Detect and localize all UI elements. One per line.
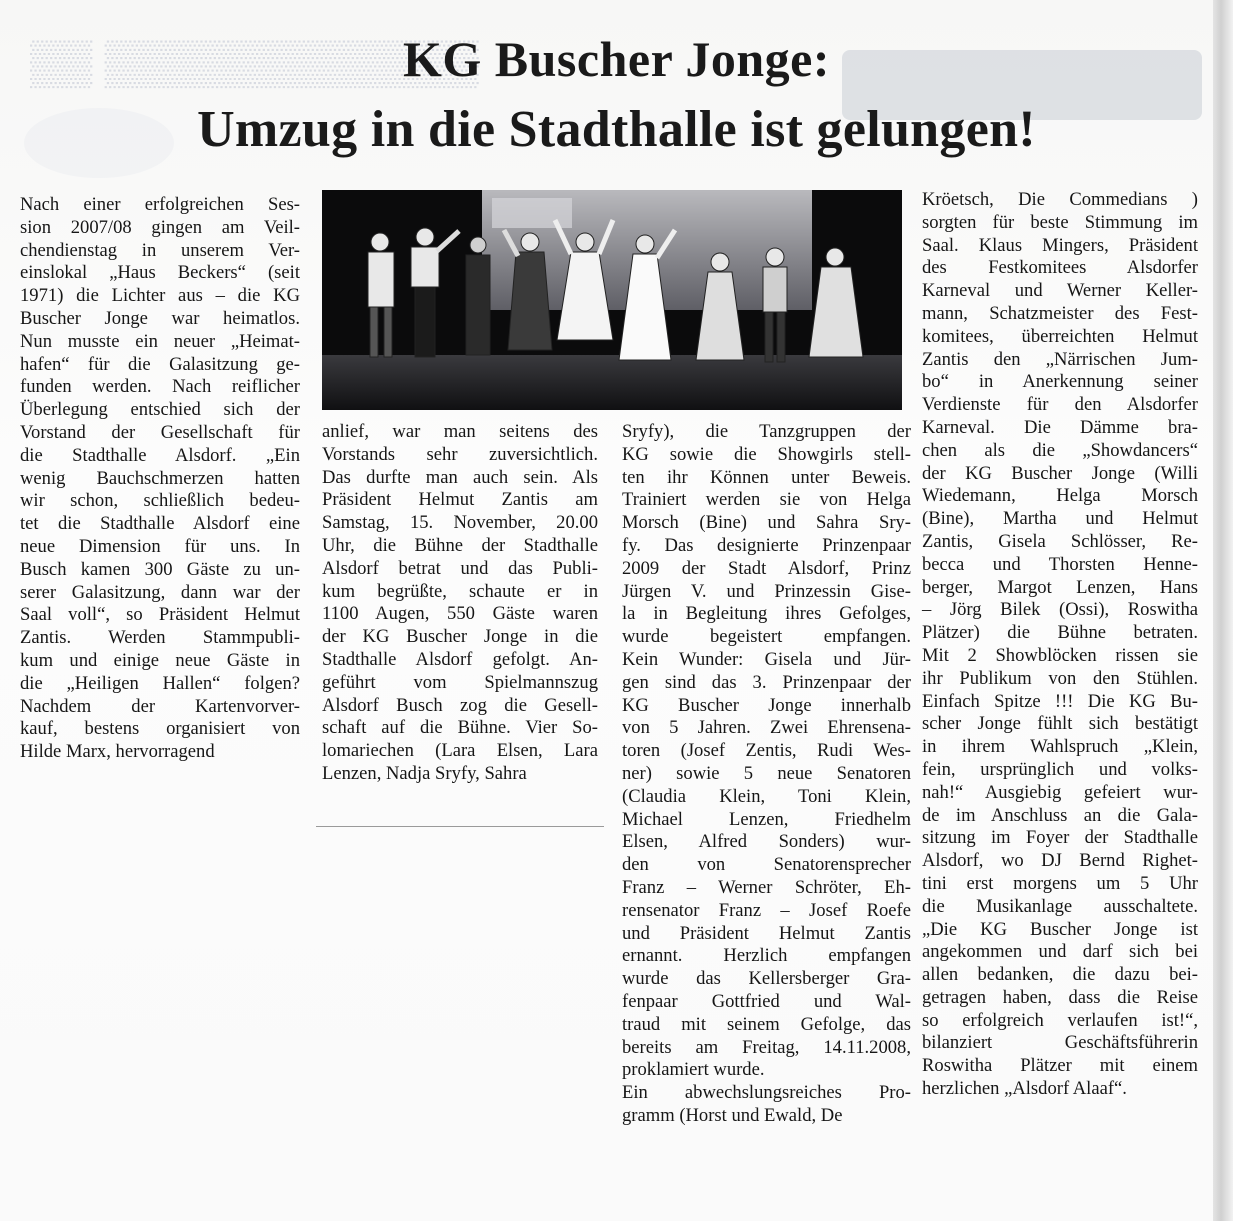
text-line: Karneval und Werner Keller- — [922, 280, 1198, 302]
text-line: lomariechen (Lara Elsen, Lara — [322, 740, 598, 762]
text-line: toren (Josef Zentis, Rudi Wes- — [622, 740, 911, 762]
text-line: bilanziert Geschäftsführerin — [922, 1032, 1198, 1054]
text-line: Buscher Jonge war heimatlos. — [20, 307, 300, 329]
article-column-3 — [622, 421, 911, 1128]
text-line: und Präsident Helmut Zantis — [622, 922, 911, 944]
text-line: Trainiert werden sie von Helga — [622, 489, 911, 511]
text-line: Kröetsch, Die Commedians ) — [922, 189, 1198, 210]
text-line: den von Senatorensprecher — [622, 854, 911, 876]
text-line: bereits am Freitag, 14.11.2008, — [622, 1036, 911, 1058]
text-line: geführt vom Spielmannszug — [322, 671, 598, 693]
text-line: Saal. Klaus Mingers, Präsident — [922, 234, 1198, 256]
text-line: ihr Publikum von den Stühlen. — [922, 667, 1198, 689]
text-line: tini erst morgens um 5 Uhr — [922, 872, 1198, 894]
text-line: wurde begeistert empfangen. — [622, 626, 911, 648]
text-line: der KG Buscher Jonge in die — [322, 626, 598, 648]
text-line: Plätzer) die Bühne betraten. — [922, 622, 1198, 644]
text-line: berger, Margot Lenzen, Hans — [922, 576, 1198, 598]
text-line: wir schon, schließlich bedeu- — [20, 490, 300, 512]
text-line: Elsen, Alfred Sonders) wur- — [622, 831, 911, 853]
text-line: Zantis, Gisela Schlösser, Re- — [922, 530, 1198, 552]
text-line: kauf, bestens organisiert von — [20, 718, 300, 740]
text-line: Roswitha Plätzer mit einem — [922, 1055, 1198, 1077]
text-line: nah!“ Ausgiebig gefeiert wur- — [922, 781, 1198, 803]
text-line: herzlichen „Alsdorf Alaaf“. — [922, 1078, 1127, 1100]
text-line: ner) sowie 5 neue Senatoren — [622, 762, 911, 784]
text-line: la in Begleitung ihres Gefolges, — [622, 603, 911, 625]
text-line: Wiedemann, Helga Morsch — [922, 485, 1198, 507]
text-line: einslokal „Haus Beckers“ (seit — [20, 262, 300, 284]
text-line: rensenator Franz – Josef Roefe — [622, 899, 911, 921]
text-line: Michael Lenzen, Friedhelm — [622, 808, 911, 830]
headline-line-1: KG Buscher Jonge: — [402, 31, 831, 87]
text-line: Lenzen, Nadja Sryfy, Sahra — [322, 762, 527, 784]
text-line: Morsch (Bine) und Sahra Sry- — [622, 512, 911, 534]
text-line: Stadthalle Alsdorf gefolgt. An- — [322, 648, 598, 670]
text-line: sorgten für beste Stimmung im — [922, 211, 1198, 233]
text-line: Nach einer erfolgreichen Ses- — [20, 194, 300, 215]
text-line: Uhr, die Bühne der Stadthalle — [322, 534, 598, 556]
text-line: Zantis. Werden Stammpubli- — [20, 627, 300, 649]
text-line: Alsdorf, wo DJ Bernd Righet- — [922, 850, 1198, 872]
text-line: so erfolgreich verlaufen ist!“, — [922, 1009, 1198, 1031]
text-line: de im Anschluss an die Gala- — [922, 804, 1198, 826]
text-line: des Festkomitees Alsdorfer — [922, 257, 1198, 279]
text-line: Zantis den „Närrischen Jum- — [922, 348, 1198, 370]
text-line: fy. Das designierte Prinzenpaar — [622, 534, 911, 556]
text-line: Einfach Spitze !!! Die KG Bu- — [922, 690, 1198, 712]
text-line: scher Jonge fühlt sich bestätigt — [922, 713, 1198, 735]
text-line: Hilde Marx, hervorragend — [20, 741, 215, 763]
text-line: kum und einige neue Gäste in — [20, 649, 300, 671]
text-line: tet die Stadthalle Alsdorf eine — [20, 513, 300, 535]
text-line: Verdienste für den Alsdorfer — [922, 394, 1198, 416]
text-line: sion 2007/08 gingen am Veil- — [20, 216, 300, 238]
text-line: KG sowie die Showgirls stell- — [622, 443, 911, 465]
text-line: die Musikanlage ausschaltete. — [922, 895, 1198, 917]
text-line: Mit 2 Showblöcken rissen sie — [922, 644, 1198, 666]
text-line: Franz – Werner Schröter, Eh- — [622, 876, 911, 898]
text-line: Nun musste ein neuer „Heimat- — [20, 330, 300, 352]
stage-photo-illustration — [322, 190, 902, 410]
text-line: 1971) die Lichter aus – die KG — [20, 285, 300, 307]
text-line: becca und Thorsten Henne- — [922, 553, 1198, 575]
text-line: chendienstag in unserem Ver- — [20, 239, 300, 261]
text-line: von 5 Jahren. Zwei Ehrensena- — [622, 717, 911, 739]
text-line: Samstag, 15. November, 20.00 — [322, 512, 598, 534]
text-line: kum begrüßte, schaute er in — [322, 580, 598, 602]
text-line: ernannt. Herzlich empfangen — [622, 945, 911, 967]
text-line: angekommen und darf sich bei — [922, 941, 1198, 963]
text-line: traud mit seinem Gefolge, das — [622, 1013, 911, 1035]
text-line: fein, ursprünglich und volks- — [922, 758, 1198, 780]
text-line: Kein Wunder: Gisela und Jür- — [622, 648, 911, 670]
text-line: Jürgen V. und Prinzessin Gise- — [622, 580, 911, 602]
page-fold-edge — [1213, 0, 1233, 1221]
text-line: „Die KG Buscher Jonge ist — [922, 918, 1198, 940]
text-line: anlief, war man seitens des — [322, 421, 598, 442]
text-line: Nachdem der Kartenvorver- — [20, 695, 300, 717]
text-line: hafen“ für die Galasitzung ge- — [20, 353, 300, 375]
text-line: KG Buscher Jonge innerhalb — [622, 694, 911, 716]
text-line: gen sind das 3. Prinzenpaar der — [622, 671, 911, 693]
article-column-2 — [322, 421, 598, 786]
text-line: 1100 Augen, 550 Gäste waren — [322, 603, 598, 625]
text-line: Ein abwechslungsreiches Pro- — [622, 1082, 911, 1104]
text-line: die Stadthalle Alsdorf. „Ein — [20, 444, 300, 466]
text-line: sitzung im Foyer der Stadthalle — [922, 827, 1198, 849]
headline-line-2: Umzug in die Stadthalle ist gelungen! — [197, 101, 1036, 158]
text-line: Saal voll“, so Präsident Helmut — [20, 604, 300, 626]
text-line: Überlegung entschied sich der — [20, 399, 300, 421]
text-line: gramm (Horst und Ewald, De — [622, 1104, 843, 1126]
text-line: bo“ in Anerkennung seiner — [922, 371, 1198, 393]
text-line: chen als die „Showdancers“ — [922, 439, 1198, 461]
text-line: (Claudia Klein, Toni Klein, — [622, 785, 911, 807]
text-line: Sryfy), die Tanzgruppen der — [622, 421, 911, 442]
text-line: proklamiert wurde. — [622, 1059, 765, 1081]
text-line: Alsdorf Busch zog die Gesell- — [322, 694, 598, 716]
article-column-1 — [20, 194, 300, 764]
article-column-4 — [922, 189, 1198, 1101]
stage-photo-icon — [322, 190, 902, 410]
text-line: schaft auf die Bühne. Vier So- — [322, 717, 598, 739]
text-line: funden werden. Nach reiflicher — [20, 376, 300, 398]
text-line: die „Heiligen Hallen“ folgen? — [20, 672, 300, 694]
text-line: Alsdorf betrat und das Publi- — [322, 557, 598, 579]
text-line: Vorstand der Gesellschaft für — [20, 421, 300, 443]
text-line: Das durfte man auch sein. Als — [322, 466, 598, 488]
text-line: Vorstands sehr zuversichtlich. — [322, 443, 598, 465]
text-line: wurde das Kellersberger Gra- — [622, 968, 911, 990]
text-line: komitees, überreichten Helmut — [922, 325, 1198, 347]
text-line: (Bine), Martha und Helmut — [922, 508, 1198, 530]
bleed-through-text: ▒▒ ▒▒▒▒▒▒▒▒▒▒▒▒ — [30, 38, 479, 87]
column-divider-rule — [316, 826, 604, 827]
text-line: der KG Buscher Jonge (Willi — [922, 462, 1198, 484]
text-line: 2009 der Stadt Alsdorf, Prinz — [622, 557, 911, 579]
text-line: getragen haben, dass die Reise — [922, 986, 1198, 1008]
text-line: serer Galasitzung, dann war der — [20, 581, 300, 603]
text-line: neue Dimension für uns. In — [20, 535, 300, 557]
text-line: ten ihr Können unter Beweis. — [622, 466, 911, 488]
text-line: allen bedanken, die dazu bei- — [922, 964, 1198, 986]
text-line: mann, Schatzmeister des Fest- — [922, 302, 1198, 324]
text-line: wenig Bauchschmerzen hatten — [20, 467, 300, 489]
text-line: Karneval. Die Dämme bra- — [922, 416, 1198, 438]
text-line: in ihrem Wahlspruch „Klein, — [922, 736, 1198, 758]
text-line: Präsident Helmut Zantis am — [322, 489, 598, 511]
text-line: fenpaar Gottfried und Wal- — [622, 990, 911, 1012]
text-line: Busch kamen 300 Gäste zu un- — [20, 558, 300, 580]
text-line: – Jörg Bilek (Ossi), Roswitha — [922, 599, 1198, 621]
